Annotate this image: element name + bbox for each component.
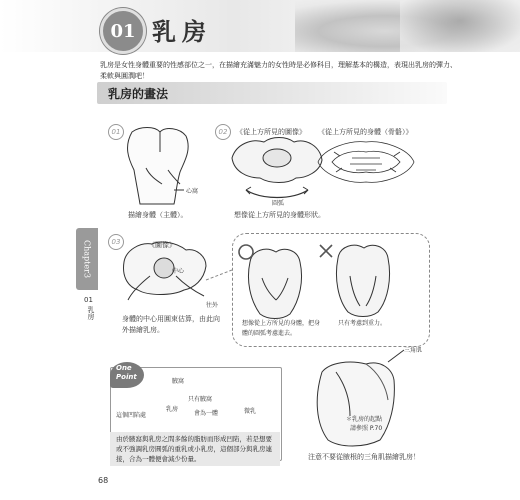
image-label: 《圖像》	[148, 241, 176, 249]
page-number: 68	[98, 476, 109, 485]
small-breast-label: 微乳	[244, 408, 257, 415]
heart-label: 心窩	[186, 188, 199, 195]
section-title: 乳房的畫法	[108, 87, 169, 101]
intro-paragraph: 乳房是女性身體重要的性感部位之一，在描繪充滿魅力的女性時是必修科目，理解基本的構造，表現出乳房的彈力、柔軟與圓潤吧！	[100, 61, 457, 80]
top-view-body-drawing	[232, 138, 322, 198]
outward-label: 往外	[206, 302, 219, 309]
chapter-side-tab-label: Chapter3	[82, 239, 92, 279]
top-view-label: 《從上方所見的圖像》	[236, 128, 306, 136]
bad-caption: 只有考慮到重力。	[338, 320, 387, 327]
step-1-caption: 描繪身體（主體）。	[128, 211, 188, 219]
step-3-caption-line2: 外描繪乳房。	[122, 326, 164, 334]
one-point-badge-line2: Point	[116, 373, 137, 381]
chapter-number: 01	[110, 20, 136, 42]
center-torso-drawing	[124, 242, 206, 300]
good-caption-line2: 體的圓弧考慮進去。	[242, 330, 297, 337]
round-label: 圓弧	[272, 200, 285, 207]
breast-label: 乳房	[166, 406, 179, 413]
right-note-caption: 注意不要從腋根的三角肌描繪乳房！	[308, 453, 420, 461]
step-2-number: 02	[215, 124, 231, 140]
reference-page-label: 請參照 P.70	[350, 425, 383, 432]
depression-label: 這個凹陷處	[116, 412, 147, 419]
skeleton-view-label: 《從上方所見的身體（骨骼）》	[318, 128, 413, 136]
step-3-number: 03	[108, 234, 124, 250]
one-point-tip-text: 由於腋窩與乳房之間多餘的脂肪而形成凹陷，若是想要或不強調乳房圓弧的重乳或小乳房，這個部分與乳房連接，合為一體便會減少份量。	[116, 435, 272, 463]
top-view-skeleton-drawing	[318, 142, 414, 183]
one-point-badge-line1: One	[116, 364, 132, 372]
step-1-number: 01	[108, 124, 124, 140]
side-sub-number: 01	[84, 296, 93, 304]
merge-label: 會為一體	[194, 410, 219, 417]
torso-front-drawing	[128, 128, 189, 205]
overhang-label: 只有腋窩	[188, 396, 213, 403]
page-title: 乳房	[152, 17, 212, 46]
side-breast-drawing	[317, 362, 394, 446]
step-2-caption: 想像從上方所見的身體形狀。	[234, 211, 325, 219]
step-3-caption-line1: 身體的中心用圓束估算，由此向	[122, 315, 220, 323]
good-caption-line1: 想像從上方所見的身體，把身	[242, 320, 321, 327]
deltoid-label: 三角肌	[404, 347, 423, 354]
pit-label: 腋窩	[172, 378, 185, 385]
side-sub-label: 乳房	[87, 306, 95, 320]
reference-label: ＊乳房的起點	[346, 416, 383, 423]
center-label: 中心	[172, 268, 185, 275]
